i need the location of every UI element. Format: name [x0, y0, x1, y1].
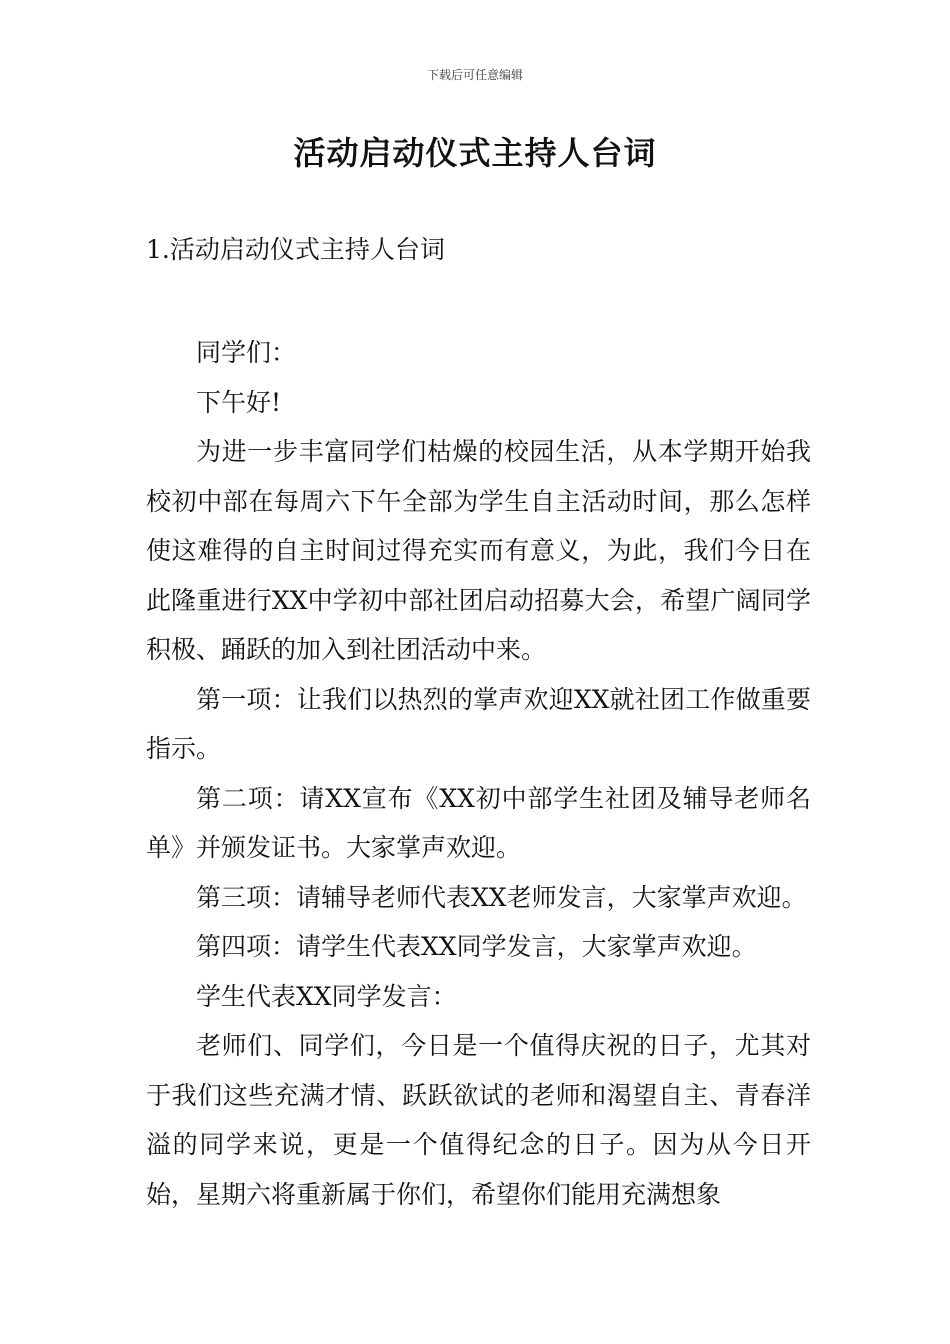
document-body	[146, 328, 811, 1219]
paragraph-item-4: 第四项：请学生代表XX同学发言，大家掌声欢迎。	[196, 932, 757, 961]
paragraph-item-3: 第三项：请辅导老师代表XX老师发言，大家掌声欢迎。	[196, 882, 807, 912]
header-note: 下载后可任意编辑	[426, 68, 523, 82]
paragraph-item-2: 第二项：请XX宣布《XX初中部学生社团及辅导老师名单》并颁发证书。大家掌声欢迎。	[146, 783, 811, 862]
paragraph-intro: 为进一步丰富同学们枯燥的校园生活，从本学期开始我校初中部在每周六下午全部为学生自主活动时间，那么怎样使这难得的自主时间过得充实而有意义，为此，我们今日在此隆重进行XX中学初中部社团启动招募大会，希望广阔同学积极、踊跃的加入到社团活动中来。	[146, 437, 811, 664]
paragraph-student-speech-label: 学生代表XX同学发言：	[196, 981, 457, 1011]
paragraph-greeting: 同学们：	[196, 338, 297, 367]
paragraph-student-speech: 老师们、同学们，今日是一个值得庆祝的日子，尤其对于我们这些充满才情、跃跃欲试的老师和渴望自主、青春洋溢的同学来说，更是一个值得纪念的日子。因为从今日开始，星期六将重新属于你们，希望你们能用充满想象	[146, 1031, 811, 1209]
section-heading: 1.活动启动仪式主持人台词	[146, 235, 445, 264]
paragraph-salutation: 下午好!	[196, 387, 282, 417]
paragraph-item-1: 第一项：让我们以热烈的掌声欢迎XX就社团工作做重要指示。	[146, 684, 811, 763]
document-title: 活动启动仪式主持人台词	[293, 134, 657, 172]
